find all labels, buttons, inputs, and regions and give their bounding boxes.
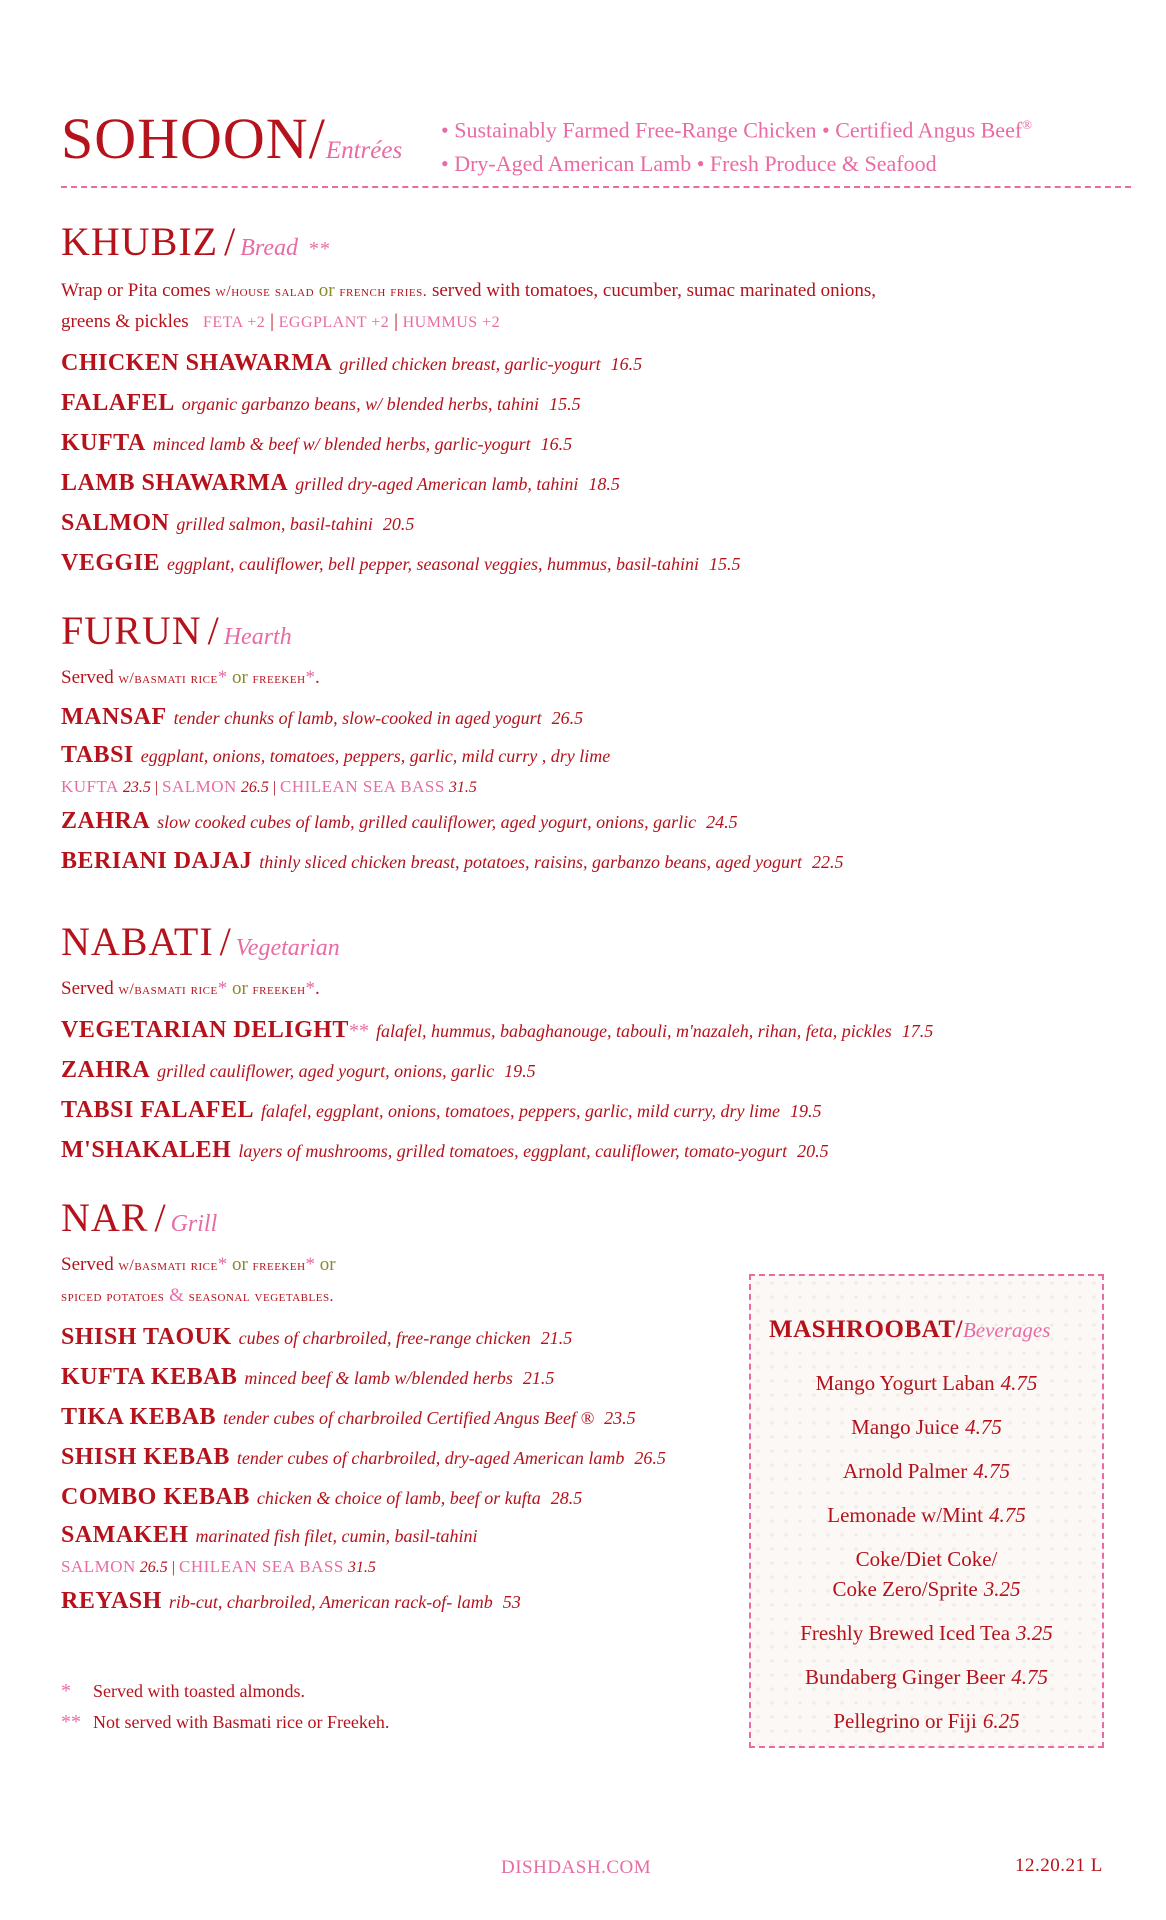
menu-item: REYASH rib-cut, charbroiled, American rack-of- lamb 53 — [61, 1588, 521, 1614]
features-line-1: • Sustainably Farmed Free-Range Chicken • Certified Angus Beef® — [441, 117, 1033, 143]
menu-item: SAMAKEH marinated fish filet, cumin, basil-tahini — [61, 1522, 478, 1548]
menu-item: TABSI eggplant, onions, tomatoes, peppers, garlic, mild curry , dry lime — [61, 742, 611, 768]
menu-item: BERIANI DAJAJ thinly sliced chicken breast, potatoes, raisins, garbanzo beans, aged yogurt 22.5 — [61, 848, 844, 874]
beverages-box — [749, 1274, 1104, 1748]
beverage-item: Lemonade w/Mint 4.75 — [827, 1503, 1026, 1527]
furun-items — [61, 698, 1141, 882]
tabsi-options: KUFTA 23.5 | SALMON 26.5 | CHILEAN SEA BASS 31.5 — [61, 777, 477, 796]
section-title-nabati: NABATI / Vegetarian — [61, 919, 340, 964]
beverage-item: Arnold Palmer 4.75 — [843, 1459, 1010, 1483]
section-nar — [61, 1195, 741, 1622]
menu-item: CHICKEN SHAWARMA grilled chicken breast, garlic-yogurt 16.5 — [61, 350, 643, 376]
furun-note: Served w/basmati rice* or freekeh*. — [61, 667, 320, 688]
footnote: ** Not served with Basmati rice or Freekeh. — [61, 1711, 390, 1733]
menu-item: VEGGIE eggplant, cauliflower, bell pepper, seasonal veggies, hummus, basil-tahini 15.5 — [61, 550, 741, 576]
menu-item: ZAHRA slow cooked cubes of lamb, grilled cauliflower, aged yogurt, onions, garlic 24.5 — [61, 808, 738, 834]
beverage-item: Mango Juice 4.75 — [851, 1415, 1002, 1439]
khubiz-note: Wrap or Pita comes w/house salad or french fries. served with tomatoes, cucumber, sumac marinated onions, greens & pickles FETA +2 | EGGPLANT +2 | HUMMUS +2 — [61, 280, 877, 332]
menu-item: COMBO KEBAB chicken & choice of lamb, beef or kufta 28.5 — [61, 1484, 583, 1510]
footnotes — [61, 1676, 389, 1738]
double-star-marker: ** — [308, 238, 331, 260]
footnote: * Served with toasted almonds. — [61, 1680, 305, 1702]
header-divider — [61, 186, 1131, 188]
menu-item: SHISH TAOUK cubes of charbroiled, free-range chicken 21.5 — [61, 1324, 573, 1350]
addon-eggplant: EGGPLANT +2 — [278, 314, 390, 331]
brand-name: SOHOON — [61, 106, 309, 171]
nar-note: Served w/basmati rice* or freekeh* or spiced potatoes & seasonal vegetables. — [61, 1254, 336, 1306]
menu-item: KUFTA KEBAB minced beef & lamb w/blended herbs 21.5 — [61, 1364, 555, 1390]
menu-item: TABSI FALAFEL falafel, eggplant, onions, tomatoes, peppers, garlic, mild curry, dry lime 19.5 — [61, 1097, 822, 1123]
nar-items — [61, 1318, 741, 1622]
section-furun — [61, 608, 1141, 882]
section-nabati — [61, 919, 1141, 1171]
features-line-2: • Dry-Aged American Lamb • Fresh Produce & Seafood — [441, 151, 937, 177]
beverage-item: Pellegrino or Fiji 6.25 — [833, 1709, 1020, 1733]
menu-item: TIKA KEBAB tender cubes of charbroiled Certified Angus Beef ® 23.5 — [61, 1404, 636, 1430]
menu-item: LAMB SHAWARMA grilled dry-aged American lamb, tahini 18.5 — [61, 470, 620, 496]
menu-item: SHISH KEBAB tender cubes of charbroiled, dry-aged American lamb 26.5 — [61, 1444, 666, 1470]
section-title-furun: FURUN / Hearth — [61, 608, 292, 653]
menu-item: FALAFEL organic garbanzo beans, w/ blended herbs, tahini 15.5 — [61, 390, 581, 416]
page-subtitle: Entrées — [325, 137, 403, 164]
section-khubiz — [61, 219, 1141, 584]
addon-hummus: HUMMUS +2 — [402, 314, 501, 331]
registered-mark: ® — [1022, 117, 1033, 132]
khubiz-items — [61, 344, 1141, 584]
page-title — [61, 106, 403, 171]
beverage-list — [751, 1368, 1102, 1750]
menu-item: M'SHAKALEH layers of mushrooms, grilled tomatoes, eggplant, cauliflower, tomato-yogurt 20.5 — [61, 1137, 829, 1163]
beverage-item: Mango Yogurt Laban 4.75 — [815, 1371, 1038, 1395]
menu-item: SALMON grilled salmon, basil-tahini 20.5 — [61, 510, 415, 536]
menu-item: MANSAF tender chunks of lamb, slow-cooked in aged yogurt 26.5 — [61, 704, 584, 730]
samakeh-options: SALMON 26.5 | CHILEAN SEA BASS 31.5 — [61, 1557, 376, 1576]
menu-item: ZAHRA grilled cauliflower, aged yogurt, onions, garlic 19.5 — [61, 1057, 536, 1083]
sourcing-features — [441, 108, 1032, 181]
beverage-item: Freshly Brewed Iced Tea 3.25 — [800, 1621, 1053, 1645]
website-link[interactable]: DISHDASH.COM — [501, 1857, 652, 1878]
beverages-title: MASHROOBAT/Beverages — [769, 1316, 1051, 1343]
nabati-note: Served w/basmati rice* or freekeh*. — [61, 978, 320, 999]
beverage-item: Coke/Diet Coke/ Coke Zero/Sprite 3.25 — [832, 1547, 1021, 1601]
nabati-items — [61, 1011, 1141, 1171]
section-title-khubiz: KHUBIZ / Bread ** — [61, 219, 331, 264]
menu-item: VEGETARIAN DELIGHT** falafel, hummus, babaghanouge, tabouli, m'nazaleh, rihan, feta, pickles 17.5 — [61, 1017, 934, 1043]
beverage-item: Bundaberg Ginger Beer 4.75 — [805, 1665, 1048, 1689]
menu-item: KUFTA minced lamb & beef w/ blended herbs, garlic-yogurt 16.5 — [61, 430, 573, 456]
section-title-nar: NAR / Grill — [61, 1195, 218, 1240]
title-slash: / — [308, 106, 326, 171]
menu-header — [61, 108, 1131, 193]
menu-version-code: 12.20.21 L — [1015, 1855, 1103, 1876]
addon-feta: FETA +2 — [202, 314, 266, 331]
